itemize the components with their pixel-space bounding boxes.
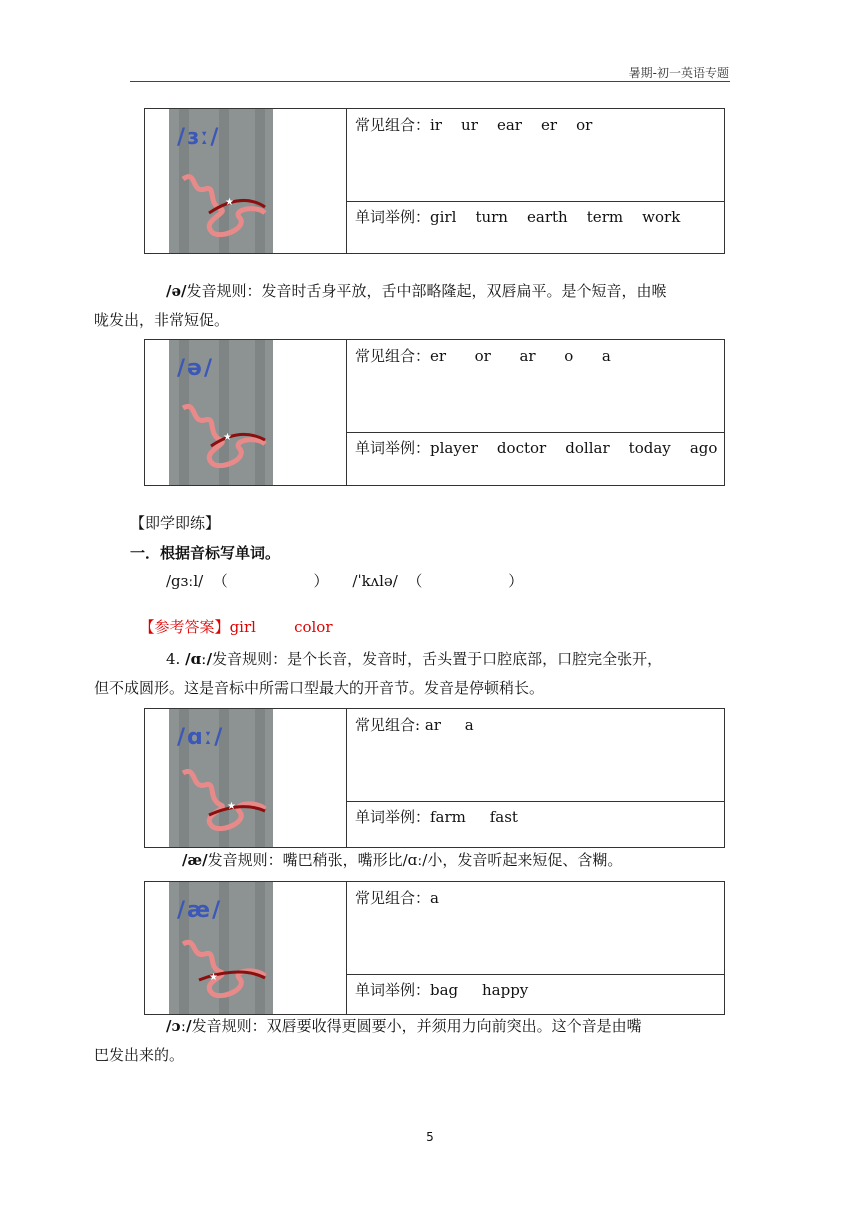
mouth-diagram-image (169, 709, 273, 847)
svg-text:★: ★ (227, 801, 236, 812)
svg-text:★: ★ (225, 197, 234, 208)
a-long-rule-text-2: 但不成圆形。这是音标中所需口型最大的开音节。发音是停顿稍长。 (94, 679, 545, 697)
o-long-symbol: /ɔː/ (166, 1017, 192, 1035)
rule-o-long-paragraph (94, 1012, 730, 1070)
rule-ae-paragraph (182, 846, 742, 875)
examples-cell (347, 801, 724, 847)
combo-cell (347, 340, 724, 433)
answer-text: girl color (229, 618, 333, 636)
image-cell (145, 882, 347, 1014)
ae-rule-text: 发音规则：嘴巴稍张，嘴形比/ɑː/小，发音听起来短促、含糊。 (207, 851, 623, 869)
example-words-text: 单词举例：player doctor dollar today ago (355, 439, 718, 457)
a-long-rule-text-1: 发音规则：是个长音，发音时，舌头置于口腔底部，口腔完全张开， (212, 650, 663, 668)
phonetic-symbol-label: /ɜː/ (177, 125, 221, 150)
image-cell (145, 340, 347, 485)
phonetic-table-schwa (144, 339, 725, 486)
header-title: 暑期-初一英语专题 (628, 66, 729, 80)
combo-cell (347, 882, 724, 975)
phonetic-symbol-label: /æ/ (177, 898, 223, 923)
common-combinations-text: 常见组合: ar a (355, 716, 474, 734)
combo-cell (347, 109, 724, 202)
a-long-symbol: /ɑː/ (185, 650, 213, 668)
common-combinations-text: 常见组合：a (355, 889, 439, 907)
rule-a-long-paragraph (94, 645, 730, 703)
svg-text:★: ★ (223, 432, 232, 443)
schwa-symbol: /ə/ (166, 282, 187, 300)
rule-a-long-lead: 4. (166, 650, 186, 668)
header-rule (130, 81, 730, 82)
answer-label: 【参考答案】 (139, 618, 230, 636)
example-words-text: 单词举例：girl turn earth term work (355, 208, 681, 226)
example-words-text: 单词举例：farm fast (355, 808, 518, 826)
svg-text:★: ★ (209, 972, 218, 983)
common-combinations-text: 常见组合：er or ar o a (355, 347, 611, 365)
schwa-rule-text-2: 咙发出，非常短促。 (94, 311, 230, 329)
practice-heading: 【即学即练】 (130, 514, 221, 532)
o-long-rule-text-1: 发音规则：双唇要收得更圆要小，并须用力向前突出。这个音是由嘴 (191, 1017, 642, 1035)
reference-answer (130, 598, 333, 637)
mouth-diagram-image (169, 109, 273, 253)
o-long-rule-text-2: 巴发出来的。 (94, 1046, 185, 1064)
rule-schwa-paragraph (94, 277, 730, 335)
ae-symbol: /æ/ (182, 851, 208, 869)
common-combinations-text: 常见组合：ir ur ear er or (355, 116, 593, 134)
examples-cell (347, 432, 724, 485)
examples-cell (347, 974, 724, 1014)
mouth-diagram-image (169, 882, 273, 1014)
phonetic-table-a-long (144, 708, 725, 848)
practice-question-line: /gɜːl/ （ ） /ˈkʌlə/ （ ） (166, 572, 524, 590)
example-words-text: 单词举例：bag happy (355, 981, 529, 999)
schwa-rule-text-1: 发音规则：发音时舌身平放，舌中部略隆起，双唇扁平。是个短音，由喉 (186, 282, 667, 300)
practice-question-title: 一．根据音标写单词。 (130, 544, 281, 562)
image-cell (145, 709, 347, 847)
phonetic-table-ae (144, 881, 725, 1015)
phonetic-symbol-label: /ɑː/ (177, 725, 225, 750)
page-number: 5 (426, 1130, 434, 1144)
image-cell (145, 109, 347, 253)
phonetic-table-er-long (144, 108, 725, 254)
combo-cell (347, 709, 724, 802)
mouth-diagram-image (169, 340, 273, 485)
phonetic-symbol-label: /ə/ (177, 356, 214, 381)
examples-cell (347, 201, 724, 253)
